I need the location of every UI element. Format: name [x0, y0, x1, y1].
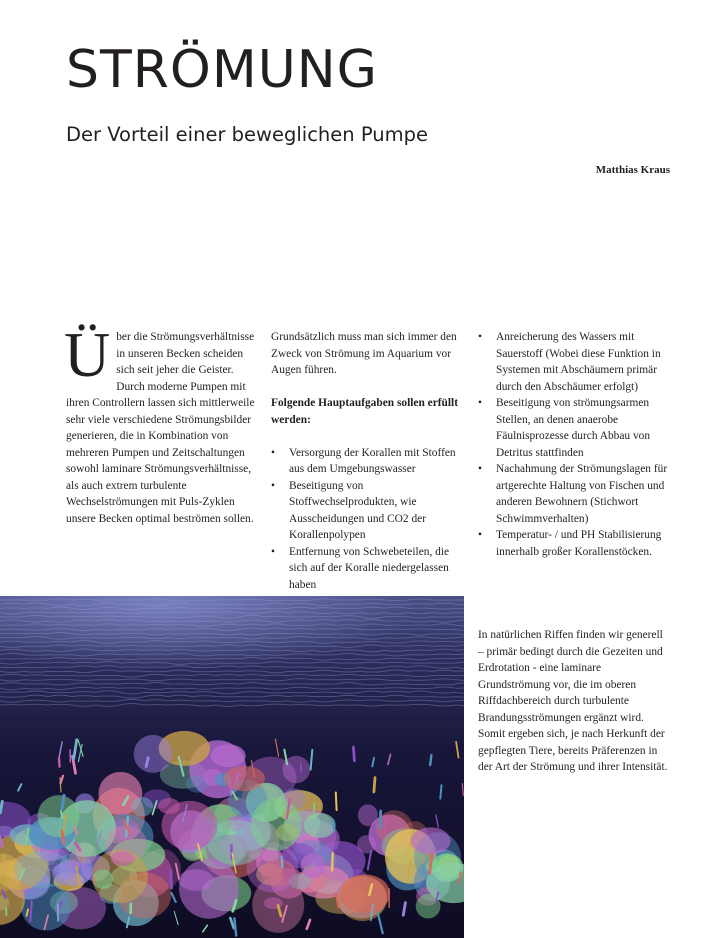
list-item: • Entfernung von Schwebeteilen, die sich auf der Koralle niedergelassen haben — [271, 544, 463, 594]
column-2 — [271, 329, 463, 593]
page-subtitle: Der Vorteil einer beweglichen Pumpe — [66, 123, 428, 146]
list-item: • Beseitigung von Stoffwechselprodukten, wie Ausscheidungen und CO2 der Korallenpolypen — [271, 478, 463, 544]
list-item: • Versorgung der Korallen mit Stoffen aus dem Umgebungswasser — [271, 445, 463, 478]
list-item: • Beseitigung von strömungsarmen Stellen, an denen anaerobe Fäulnisprozesse durch Abbau von Detritus stattfinden — [478, 395, 674, 461]
reef-photo-illustration — [0, 596, 464, 938]
drop-cap: Ü — [64, 319, 111, 390]
tasks-heading: Folgende Hauptaufgaben sollen erfüllt werden: — [271, 397, 459, 426]
purpose-paragraph: Grundsätzlich muss man sich immer den Zweck von Strömung im Aquarium vor Augen führen. — [271, 331, 457, 376]
intro-paragraph: ber die Strömungsverhältnisse in unseren Becken scheiden sich seit jeher die Geister. Durch moderne Pumpen mit ihren Controllern lassen sich mittlerweile sehr viele verschiedene Strömungsbilder generieren, die in Kombination von mehreren Pumpen und Zeitschaltungen sowohl laminare Strömungsverhältnisse, als auch extrem turbulente Wechselströmungen mit Puls-Zyklen unsere Becken optimal beströmen sollen. — [66, 331, 255, 525]
column-1 — [64, 319, 258, 527]
list-item: • Nachahmung der Strömungslagen für artgerechte Haltung von Fischen und anderen Bewohnern (Stichwort Schwimmverhalten) — [478, 461, 674, 527]
tasks-list-1 — [271, 445, 463, 594]
list-item: • Anreicherung des Wassers mit Sauerstoff (Wobei diese Funktion in Systemen mit Abschäumern primär durch den Abschäumer erfolgt) — [478, 329, 674, 395]
author-name: Matthias Kraus — [595, 164, 670, 176]
list-item: • Temperatur- / und PH Stabilisierung innerhalb großer Korallenstöcken. — [478, 527, 674, 560]
reef-aquarium-photo — [0, 596, 464, 938]
column-3 — [478, 329, 674, 560]
page-title: STRÖMUNG — [66, 40, 378, 100]
natural-reefs-paragraph: In natürlichen Riffen finden wir generell – primär bedingt durch die Gezeiten und Erdrotation - eine laminare Grundströmung vor, die im oberen Riffdachbereich durch turbulente Brandungsströmungen ergänzt wird. Somit ergeben sich, je nach Herkunft der gepflegten Tiere, bereits Präferenzen in der Art der Strömung und ihrer Intensität. — [478, 629, 668, 773]
tasks-list-2 — [478, 329, 674, 560]
